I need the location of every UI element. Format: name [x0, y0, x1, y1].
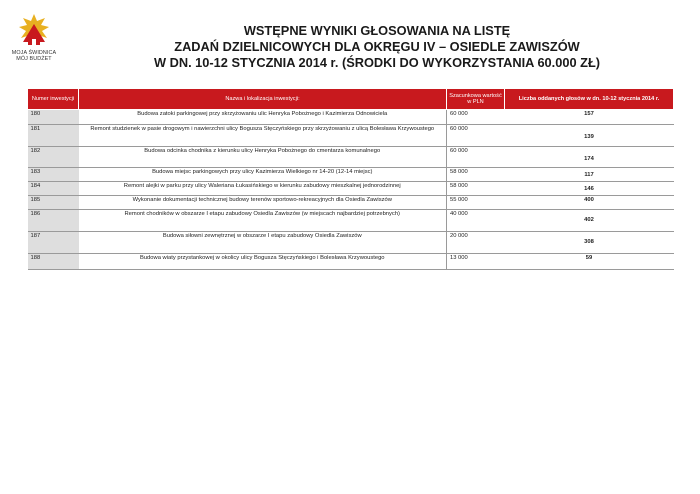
- title-line-1: WSTĘPNE WYNIKI GŁOSOWANIA NA LISTĘ: [243, 23, 511, 38]
- table-row: [28, 232, 674, 254]
- table-row: [28, 168, 674, 182]
- cell-cost: 60 000: [447, 125, 505, 147]
- header-name: Nazwa i lokalizacja inwestycji:: [79, 89, 447, 110]
- cell-name: Budowa odcinka chodnika z kierunku ulicy Henryka Pobożnego do cmentarza komunalnego: [79, 147, 447, 168]
- cell-votes: [505, 182, 674, 196]
- cell-votes: 59: [505, 254, 674, 270]
- cell-number: 188: [28, 254, 79, 270]
- cell-name: Budowa zatoki parkingowej przy skrzyżowaniu ulic Henryka Pobożnego i Kazimierza Odnowiciela: [79, 110, 447, 125]
- results-table: [27, 88, 674, 270]
- cell-name: Budowa miejsc parkingowych przy ulicy Kazimierza Wielkiego nr 14-20 (12-14 miejsc): [79, 168, 447, 182]
- page-title: [72, 23, 682, 71]
- cell-name: Wykonanie dokumentacji technicznej budowy terenów sportowo-rekreacyjnych dla Osiedla Zawiszów: [79, 196, 447, 210]
- votes-value: 117: [584, 172, 594, 178]
- header-votes: Liczba oddanych głosów w dn. 10-12 stycznia 2014 r.: [505, 89, 674, 110]
- cell-cost: 40 000: [447, 210, 505, 232]
- cell-votes: [505, 210, 674, 232]
- cell-cost: 60 000: [447, 147, 505, 168]
- cell-number: 187: [28, 232, 79, 254]
- cell-number: 186: [28, 210, 79, 232]
- table-row: [28, 196, 674, 210]
- title-line-2: ZADAŃ DZIELNICOWYCH DLA OKRĘGU IV – OSIEDLE ZAWISZÓW: [174, 39, 580, 54]
- cell-name: Remont chodników w obszarze I etapu zabudowy Osiedla Zawiszów (w miejscach najbardziej potrzebnych): [79, 210, 447, 232]
- title-line-3: W DN. 10-12 STYCZNIA 2014 r. (ŚRODKI DO WYKORZYSTANIA 60.000 ZŁ): [153, 55, 601, 70]
- cell-cost: 13 000: [447, 254, 505, 270]
- cell-votes: [505, 232, 674, 254]
- cell-number: 184: [28, 182, 79, 196]
- cell-number: 181: [28, 125, 79, 147]
- logo: [6, 12, 62, 62]
- cell-votes: 400: [505, 196, 674, 210]
- cell-number: 182: [28, 147, 79, 168]
- table-row: [28, 110, 674, 125]
- table-row: [28, 182, 674, 196]
- table-row: [28, 210, 674, 232]
- cell-votes: [505, 168, 674, 182]
- cell-number: 183: [28, 168, 79, 182]
- table-row: [28, 125, 674, 147]
- cell-votes: [505, 125, 674, 147]
- votes-value: 139: [584, 134, 594, 140]
- votes-value: 146: [584, 186, 594, 192]
- cell-cost: 55 000: [447, 196, 505, 210]
- cell-votes: 157: [505, 110, 674, 125]
- votes-value: 402: [584, 217, 594, 223]
- logo-line-1: MOJA ŚWIDNICA: [11, 50, 57, 56]
- votes-value: 174: [584, 156, 594, 162]
- cell-number: 180: [28, 110, 79, 125]
- cell-cost: 58 000: [447, 182, 505, 196]
- cell-cost: 60 000: [447, 110, 505, 125]
- votes-value: 308: [584, 239, 594, 245]
- cell-votes: [505, 147, 674, 168]
- cell-name: Budowa wiaty przystankowej w okolicy ulicy Bogusza Stęczyńskiego i Bolesława Krzywoustego: [79, 254, 447, 270]
- logo-line-2: MÓJ BUDŻET: [16, 56, 52, 62]
- header-number: Numer inwestycji: [28, 89, 79, 110]
- cell-number: 185: [28, 196, 79, 210]
- cell-name: Budowa siłowni zewnętrznej w obszarze I etapu zabudowy Osiedla Zawiszów: [79, 232, 447, 254]
- cell-cost: 58 000: [447, 168, 505, 182]
- cell-cost: 20 000: [447, 232, 505, 254]
- table-row: [28, 254, 674, 270]
- city-emblem-icon: [14, 12, 54, 50]
- cell-name: Remont alejki w parku przy ulicy Waleriana Łukasińskiego w kierunku zabudowy mieszkalnej jednorodzinnej: [79, 182, 447, 196]
- header-cost: Szacunkowa wartość w PLN: [447, 89, 505, 110]
- cell-name: Remont studzienek w pasie drogowym i nawierzchni ulicy Bogusza Stęczyńskiego przy skrzyżowaniu z ulicą Bolesława Krzywoustego: [79, 125, 447, 147]
- table-row: [28, 147, 674, 168]
- table-header-row: [28, 89, 674, 110]
